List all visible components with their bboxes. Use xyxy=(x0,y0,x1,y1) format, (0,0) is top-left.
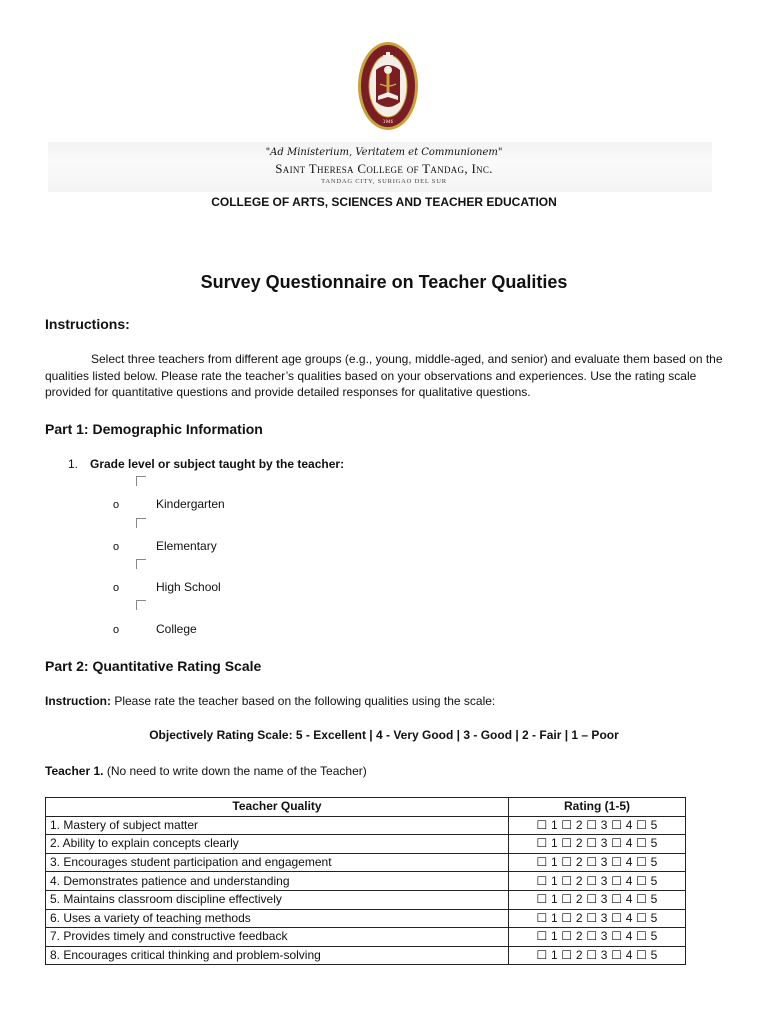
bullet-high-school: o xyxy=(113,582,120,594)
question-number: 1. xyxy=(68,457,79,471)
rating-scale-legend: Objectively Rating Scale: 5 - Excellent | 4 - Very Good | 3 - Good | 2 - Fair | 1 – Poor xyxy=(149,728,619,742)
table-row xyxy=(46,872,686,891)
table-row xyxy=(46,853,686,872)
part1-heading: Part 1: Demographic Information xyxy=(45,421,263,437)
quality-cell: 1. Mastery of subject matter xyxy=(46,816,509,835)
teacher-1-label xyxy=(45,764,367,778)
table-row xyxy=(46,835,686,854)
instruction-label: Instruction: xyxy=(45,694,111,708)
table-row xyxy=(46,946,686,965)
rating-checkboxes[interactable]: ☐ 1 ☐ 2 ☐ 3 ☐ 4 ☐ 5 xyxy=(509,909,686,928)
rating-checkboxes[interactable]: ☐ 1 ☐ 2 ☐ 3 ☐ 4 ☐ 5 xyxy=(509,872,686,891)
rating-checkboxes[interactable]: ☐ 1 ☐ 2 ☐ 3 ☐ 4 ☐ 5 xyxy=(509,816,686,835)
column-header-rating: Rating (1-5) xyxy=(509,798,686,817)
college-motto: "Ad Ministerium, Veritatem et Communionem" xyxy=(265,147,503,158)
table-row xyxy=(46,816,686,835)
quality-cell: 6. Uses a variety of teaching methods xyxy=(46,909,509,928)
part2-heading: Part 2: Quantitative Rating Scale xyxy=(45,658,262,674)
option-high-school: High School xyxy=(156,580,221,594)
rating-checkboxes[interactable]: ☐ 1 ☐ 2 ☐ 3 ☐ 4 ☐ 5 xyxy=(509,853,686,872)
option-elementary: Elementary xyxy=(156,539,217,553)
bullet-elementary: o xyxy=(113,541,120,553)
table-row xyxy=(46,909,686,928)
option-college: College xyxy=(156,622,197,636)
checkbox-kindergarten[interactable] xyxy=(136,476,146,486)
rating-checkboxes[interactable]: ☐ 1 ☐ 2 ☐ 3 ☐ 4 ☐ 5 xyxy=(509,890,686,909)
checkbox-college[interactable] xyxy=(136,600,146,610)
rating-table xyxy=(45,797,686,965)
table-row xyxy=(46,928,686,947)
document-title: Survey Questionnaire on Teacher Qualities xyxy=(200,272,568,292)
option-kindergarten: Kindergarten xyxy=(156,497,225,511)
question-1 xyxy=(68,457,344,471)
college-address: TANDAG CITY, SURIGAO DEL SUR xyxy=(321,178,447,185)
college-seal-logo xyxy=(356,40,420,132)
quality-cell: 2. Ability to explain concepts clearly xyxy=(46,835,509,854)
department-name: COLLEGE OF ARTS, SCIENCES AND TEACHER EDUCATION xyxy=(211,195,557,209)
bullet-college: o xyxy=(113,624,120,636)
rating-checkboxes[interactable]: ☐ 1 ☐ 2 ☐ 3 ☐ 4 ☐ 5 xyxy=(509,928,686,947)
teacher-label: Teacher 1. xyxy=(45,764,104,778)
column-header-quality: Teacher Quality xyxy=(46,798,509,817)
rating-checkboxes[interactable]: ☐ 1 ☐ 2 ☐ 3 ☐ 4 ☐ 5 xyxy=(509,946,686,965)
part2-instruction xyxy=(45,694,495,708)
quality-cell: 7. Provides timely and constructive feedback xyxy=(46,928,509,947)
question-text: Grade level or subject taught by the teacher: xyxy=(90,457,345,471)
table-row xyxy=(46,890,686,909)
quality-cell: 3. Encourages student participation and engagement xyxy=(46,853,509,872)
checkbox-high-school[interactable] xyxy=(136,559,146,569)
instructions-text: Select three teachers from different age groups (e.g., young, middle-aged, and senior) and evaluate them based on the qualities listed below. Please rate the teacher’s qualities based on your observations and experiences. Use the rating scale provided for quantitative questions and provide detailed responses for qualitative questions. xyxy=(45,352,723,399)
instructions-heading: Instructions: xyxy=(45,316,130,332)
quality-cell: 5. Maintains classroom discipline effectively xyxy=(46,890,509,909)
checkbox-elementary[interactable] xyxy=(136,518,146,528)
quality-cell: 8. Encourages critical thinking and problem-solving xyxy=(46,946,509,965)
teacher-note: (No need to write down the name of the Teacher) xyxy=(103,764,367,778)
bullet-kindergarten: o xyxy=(113,499,120,511)
rating-checkboxes[interactable]: ☐ 1 ☐ 2 ☐ 3 ☐ 4 ☐ 5 xyxy=(509,835,686,854)
college-name: Saint Theresa College of Tandag, Inc. xyxy=(275,161,493,176)
instruction-text: Please rate the teacher based on the following qualities using the scale: xyxy=(111,694,496,708)
svg-text:1946: 1946 xyxy=(382,119,394,124)
quality-cell: 4. Demonstrates patience and understanding xyxy=(46,872,509,891)
table-header-row xyxy=(46,798,686,817)
